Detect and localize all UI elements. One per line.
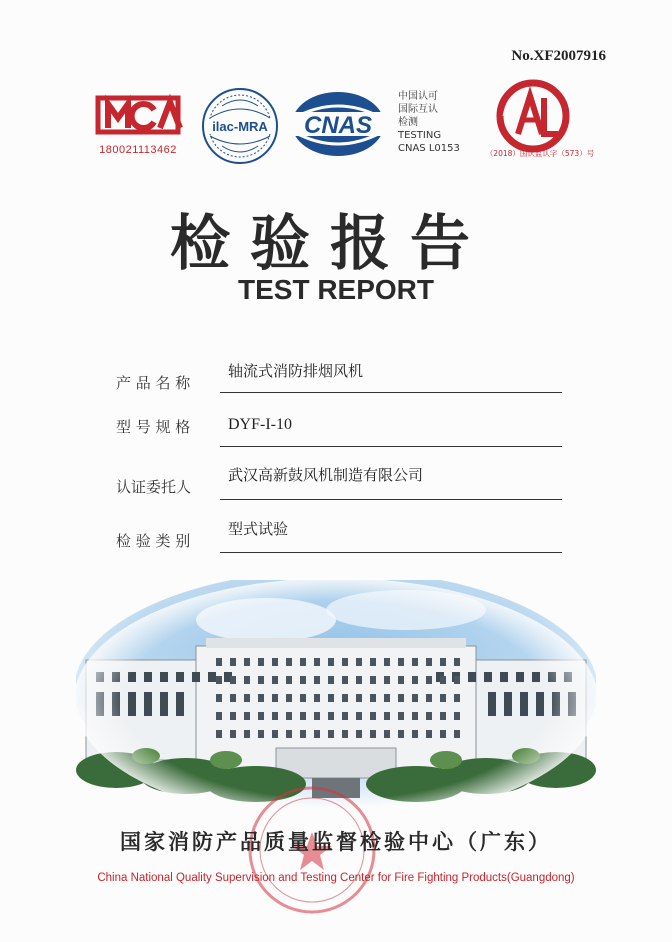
cnas-line: CNAS L0153: [398, 143, 460, 154]
field-value-client: 武汉高新鼓风机制造有限公司: [228, 466, 424, 484]
field-label-product-name: 产 品 名 称: [116, 374, 191, 392]
cma-logo-icon: [90, 90, 186, 140]
center-name-en: China National Quality Supervision and Testing Center for Fire Fighting Products(Guangdong): [97, 872, 575, 884]
field-value-product-name: 轴流式消防排烟风机: [228, 362, 364, 380]
field-underline: [220, 446, 562, 447]
ilac-mra-logo: [200, 86, 280, 166]
cnas-line: 中国认可: [398, 91, 438, 102]
field-label-client: 认证委托人: [116, 478, 192, 496]
cnas-line: 国际互认: [398, 104, 438, 115]
center-name-zh: 国家消防产品质量监督检验中心（广东）: [120, 830, 552, 854]
cma-logo: [90, 90, 186, 160]
svg-text:ilac-MRA: ilac-MRA: [212, 119, 268, 134]
field-value-model: DYF-I-10: [228, 416, 292, 433]
cma-code: 180021113462: [99, 144, 177, 156]
cnas-line: 检测: [398, 117, 418, 128]
field-label-test-type: 检 验 类 别: [116, 532, 191, 550]
field-underline: [220, 499, 562, 500]
cnas-line: TESTING: [398, 130, 442, 141]
cnas-logo: [288, 88, 388, 160]
svg-text:CNAS: CNAS: [303, 112, 373, 139]
title-zh: 检验报告: [170, 209, 490, 279]
ilac-mra-icon: [200, 86, 280, 166]
field-label-model: 型 号 规 格: [116, 418, 191, 436]
field-value-test-type: 型式试验: [228, 520, 289, 538]
cnas-icon: [288, 88, 388, 160]
cal-caption: （2018）国认监认字（573）号: [485, 149, 595, 158]
title-en: TEST REPORT: [237, 274, 434, 305]
report-number: No.XF2007916: [511, 48, 606, 64]
cnas-accreditation-text: [398, 90, 460, 155]
field-underline: [220, 552, 562, 553]
field-underline: [220, 392, 562, 393]
